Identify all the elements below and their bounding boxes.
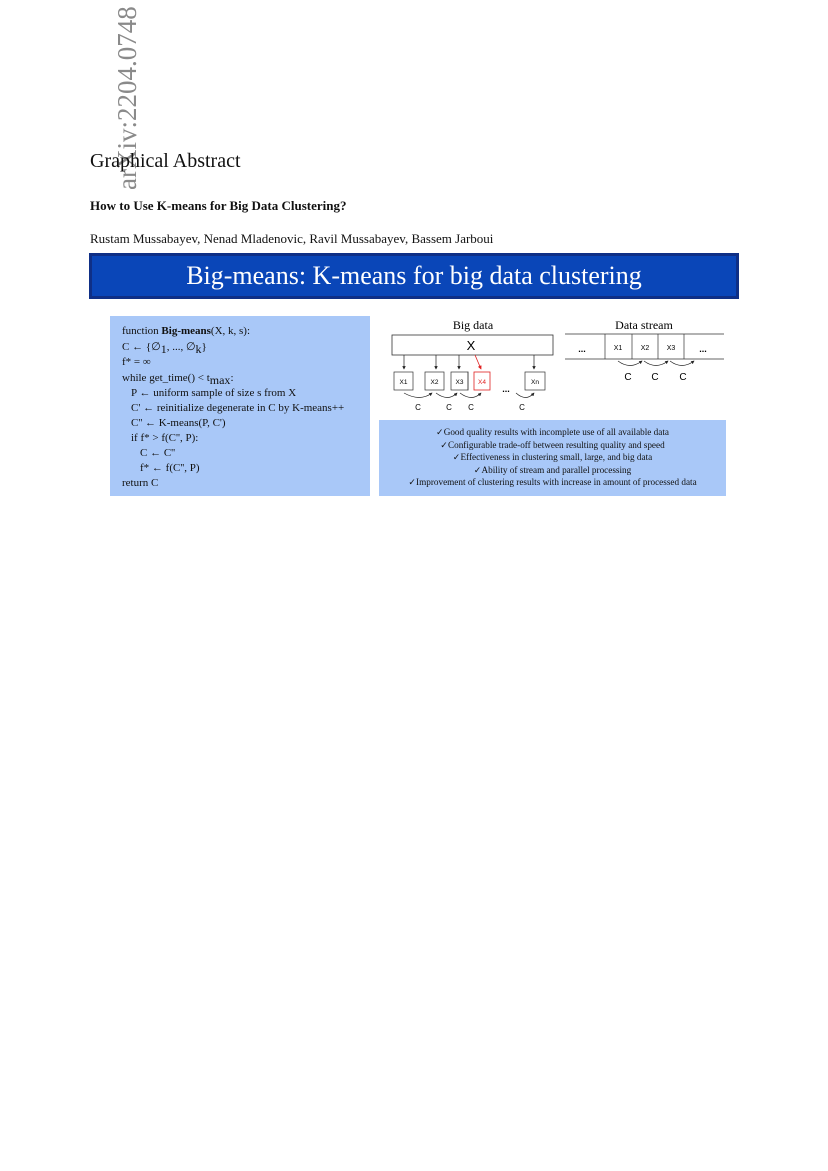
stream-chunk-1: X1 (613, 345, 623, 352)
centroid-label-2: C (446, 403, 452, 412)
algo-return-line: return C (122, 477, 159, 489)
benefit-item: ✓Ability of stream and parallel processing (473, 464, 632, 475)
banner-title: Big-means: K-means for big data clustering (186, 261, 642, 290)
centroid-label-1: C (415, 403, 421, 412)
centroid-label-n: C (519, 403, 525, 412)
algo-assign-line: C ← C'' (140, 447, 176, 459)
chunk-label-3: X3 (455, 379, 464, 386)
author-list: Rustam Mussabayev, Nenad Mladenovic, Ravil Mussabayev, Bassem Jarboui (90, 231, 494, 246)
benefit-item: ✓Configurable trade-off between resulting quality and speed (440, 439, 665, 450)
algo-function-line: function Big-means(X, k, s): (122, 325, 251, 337)
algo-function-name: Big-means (161, 325, 211, 337)
chunk-label-4: X4 (478, 379, 486, 386)
algorithm-box (110, 316, 370, 496)
flow-arrow-n (516, 393, 534, 398)
benefits-box (379, 420, 726, 496)
paper-title: How to Use K-means for Big Data Clustering? (90, 198, 347, 213)
benefit-item: ✓Effectiveness in clustering small, large, and big data (452, 452, 653, 463)
benefit-item: ✓Good quality results with incomplete use of all available data (436, 427, 669, 437)
algo-reinit-line: C' ← reinitialize degenerate in C by K-means++ (131, 402, 345, 414)
arxiv-id: arXiv:2204.0748 (112, 6, 142, 190)
chunk-label-n: Xn (531, 379, 539, 386)
algo-kmeans-line: C'' ← K-means(P, C') (131, 417, 226, 429)
benefit-item: ✓Improvement of clustering results with increase in amount of processed data (408, 477, 697, 488)
chunk-label-1: X1 (399, 379, 408, 386)
algo-update-line: f* ← f(C'', P) (140, 462, 200, 474)
stream-arrow-3 (670, 361, 694, 366)
stream-arrow-1 (618, 361, 642, 366)
stream-chunk-3: X3 (666, 345, 676, 352)
algo-while-line: while get_time() < tmax: (122, 372, 234, 387)
chunk-ellipsis: ... (502, 384, 510, 394)
chunk-label-2: X2 (430, 379, 439, 386)
section-heading: Graphical Abstract (90, 150, 241, 172)
algo-fstar-line: f* = ∞ (122, 356, 151, 368)
stream-centroid-1: C (624, 372, 632, 383)
stream-arrow-2 (644, 361, 668, 366)
flow-arrow-3 (460, 393, 481, 398)
big-data-label: Big data (452, 318, 494, 332)
arrow-down-4 (475, 355, 481, 369)
big-data-x: X (466, 338, 476, 353)
stream-centroid-2: C (651, 372, 659, 383)
algo-if-line: if f* > f(C'', P): (131, 432, 199, 444)
flow-arrow-2 (436, 393, 457, 398)
stream-ellipsis-left: ... (578, 344, 586, 354)
flow-arrow-1 (404, 393, 432, 398)
big-means-diagram (380, 312, 730, 420)
centroid-label-3: C (468, 403, 474, 412)
data-stream-label: Data stream (615, 318, 673, 332)
stream-ellipsis-right: ... (699, 344, 707, 354)
banner (89, 253, 739, 299)
stream-chunk-2: X2 (640, 345, 650, 352)
stream-centroid-3: C (679, 372, 687, 383)
algo-init-line: C ← {∅1, ..., ∅k} (122, 341, 207, 356)
algo-sample-line: P ← uniform sample of size s from X (131, 387, 297, 399)
